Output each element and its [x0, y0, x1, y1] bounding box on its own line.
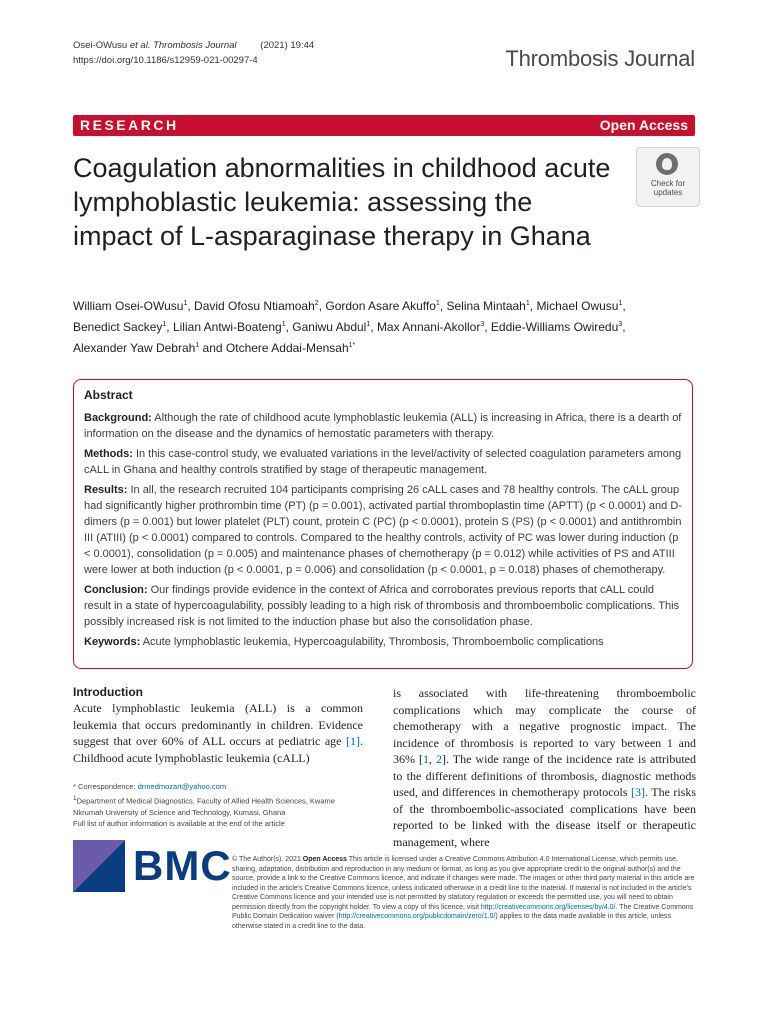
intro-text: Acute lymphoblastic leukemia (ALL) is a common leukemia that occurs predominantly in children. Evidence suggest that over 60% of ALL occurs at pediatric age	[73, 701, 363, 748]
author-affiliation: 1	[281, 321, 286, 328]
author: Selina Mintaah	[446, 299, 526, 313]
bmc-logo-mark-icon	[73, 840, 125, 892]
methods-text: In this case-control study, we evaluated variations in the level/activity of selected coagulation parameters among cALL in Ghana and healthy controls stratified by stage of therapeutic management.	[84, 448, 682, 476]
citation-line	[73, 38, 314, 53]
correspondence-label: * Correspondence:	[73, 782, 138, 791]
abstract-conclusion	[84, 582, 682, 630]
author: Gordon Asare Akuffo	[325, 299, 436, 313]
abstract-heading: Abstract	[84, 388, 133, 402]
citation-etal: et al.	[127, 40, 151, 51]
intro-text: . Childhood acute lymphoblastic leukemia (cALL)	[73, 734, 363, 765]
check-updates-icon	[656, 153, 678, 175]
bmc-logo-text: BMC	[133, 842, 232, 889]
author-affiliation: 1	[162, 321, 167, 328]
background-label: Background:	[84, 412, 152, 424]
methods-label: Methods:	[84, 448, 133, 460]
intro-text: is associated with life-threatening thromboembolic complications which may complicate the course of chemotherapy with a negative prognostic impact. The incidence of thrombosis is reported to vary between 1 and 36% [	[393, 686, 696, 766]
abstract-keywords	[84, 634, 682, 650]
publicdomain-url-link[interactable]: http://creativecommons.org/publicdomain/zero/1.0/	[338, 913, 496, 920]
ref-separator: ,	[429, 752, 436, 766]
affiliation-text: Department of Medical Diagnostics, Faculty of Allied Health Sciences, Kwame Nkrumah University of Science and Technology, Kumasi, Ghana	[73, 796, 335, 817]
journal-name: Thrombosis Journal	[505, 46, 695, 71]
background-text: Although the rate of childhood acute lymphoblastic leukemia (ALL) is increasing in Africa, there is a dearth of information on the disease and the dynamics of hemostatic parameters with therapy.	[84, 412, 682, 440]
reference-link[interactable]: [1]	[346, 734, 360, 748]
author-affiliation: 2	[314, 300, 319, 307]
license-text: ) applies to the data made available in this article, unless otherwise stated in a credit line to the data.	[232, 913, 671, 930]
article-title: Coagulation abnormalities in childhood acute lymphoblastic leukemia: assessing the impact of L-asparaginase therapy in Ghana	[73, 153, 611, 251]
abstract-methods	[84, 446, 682, 478]
author: David Ofosu Ntiamoah	[194, 299, 315, 313]
affiliation-number: 1	[73, 795, 77, 802]
author-affiliation: 1	[525, 300, 530, 307]
reference-link[interactable]: [3]	[631, 785, 646, 799]
open-access-label: Open Access	[599, 117, 688, 133]
author: Max Annani-Akollor	[376, 320, 481, 334]
author: William Osei-OWusu	[73, 299, 184, 313]
correspondence-email[interactable]: drmedmozart@yahoo.com	[137, 782, 227, 791]
author: Alexander Yaw Debrah	[73, 341, 196, 355]
author-affiliation: 1	[366, 321, 371, 328]
check-updates-line1: Check for	[650, 179, 686, 188]
abstract-box	[73, 379, 693, 669]
check-updates-line2: updates	[653, 188, 683, 197]
correspondence	[73, 781, 363, 792]
author: Michael Owusu	[536, 299, 619, 313]
citation-header	[73, 38, 314, 68]
affiliation	[73, 793, 363, 818]
conclusion-label: Conclusion:	[84, 584, 148, 596]
reference-link[interactable]: 1	[423, 752, 429, 766]
section-label: RESEARCH	[80, 117, 179, 133]
license-url-link[interactable]: http://creativecommons.org/licenses/by/4.0/	[480, 903, 616, 911]
author: Benedict Sackey	[73, 320, 163, 334]
author: Lilian Antwi-Boateng	[172, 320, 282, 334]
bmc-logo	[73, 840, 232, 892]
keywords-text: Acute lymphoblastic leukemia, Hypercoagulability, Thrombosis, Thromboembolic complications	[140, 636, 604, 648]
citation-year: (2021) 19:44	[260, 40, 315, 51]
author-affiliation: 1	[183, 300, 188, 307]
license-text: This article is licensed under a Creative Commons Attribution 4.0 International License, which permits use, sharing, adaptation, distribution and reproduction in any medium or format, as long as you give appropriate credit to the original author(s) and the source, provide a link to the Creative Commons licence, and indicate if changes were made. The images or other third party material in this article are included in the article's Creative Commons licence, unless indicated otherwise in a credit line to the material. If material is not included in the article's Creative Commons licence and your intended use is not permitted by statutory regulation or exceeds the permitted use, you will need to obtain permission directly from the copyright holder. To view a copy of this licence, visit	[232, 856, 695, 911]
author-affiliation: 1*	[348, 342, 356, 349]
author: Otchere Addai-Mensah	[225, 341, 349, 355]
author: Eddie-Williams Owiredu	[490, 320, 619, 334]
author-affiliation: 3	[618, 321, 623, 328]
intro-left-column	[73, 700, 363, 766]
intro-right-column	[393, 685, 696, 850]
license-statement	[232, 855, 696, 931]
introduction-heading: Introduction	[73, 685, 143, 699]
results-label: Results:	[84, 484, 128, 496]
check-for-updates-button[interactable]	[636, 147, 700, 207]
license-text: . The Creative Commons Public Domain Dedication waiver (	[232, 903, 694, 920]
license-open-access: Open Access	[302, 856, 347, 863]
reference-link[interactable]: 2	[436, 752, 442, 766]
authors-and: and	[199, 341, 226, 355]
author-affiliation: 3	[480, 321, 485, 328]
doi-link[interactable]: https://doi.org/10.1186/s12959-021-00297-4	[73, 55, 258, 66]
citation-journal: Thrombosis Journal	[150, 40, 237, 51]
abstract-results	[84, 482, 682, 578]
conclusion-text: Our findings provide evidence in the context of Africa and corroborates previous reports that cALL could result in a state of hypercoagulability, possibly leading to a high risk of thrombosis and thromboembolic complications. This possibly increased risk is not limited to the induction phase but also the consolidation phase.	[84, 584, 680, 628]
author-list: William Osei-OWusu$^1$, David Ofosu Ntiamoah$^2$, Gordon Asare Akuffo$^1$, Selina Mintaah$^1$, Michael Owusu$^1$, Benedict Sackey$^1$, Lilian Antwi-Boateng$^1$, Ganiwu Abdul$^1$, Max Annani-Akollor$^3$, Eddie-Williams Owiredu$^3$, Alexander Yaw Debrah$^1$ and Otchere Addai-Mensah$^{1*}$	[73, 299, 626, 355]
intro-text: . The risks of the thromboembolic-associated complications have been reported to be linked with the disease itself or therapeutic management, where	[393, 785, 697, 849]
footnote	[73, 781, 363, 829]
copyright-text: © The Author(s). 2021	[232, 856, 303, 863]
abstract-background	[84, 410, 682, 442]
check-updates-label	[637, 179, 699, 197]
citation-authors: Osei-OWusu	[73, 40, 128, 51]
results-text: In all, the research recruited 104 participants comprising 26 cALL cases and 78 healthy controls. The cALL group had significantly higher prothrombin time (PT) (p = 0.001), activated partial thromboplastin time (APTT) (p < 0.0001) and D-dimers (p = 0.001) but lower platelet (PLT) count, protein C (PC) (p < 0.0001), protein S (PS) (p < 0.0001) and antithrombin III (ATIII) (p < 0.0001) compared to controls. Compared to the healthy controls, activity of PC was lower during induction (p < 0.0001), consolidation (p = 0.005) and maintenance phases of chemotherapy (p = 0.012) while activities of PS and ATIII were lower at both induction (p < 0.0001, p = 0.006) and consolidation (p < 0.0001, p = 0.018) phases of chemotherapy.	[84, 484, 682, 576]
author-affiliation: 1	[195, 342, 200, 349]
full-author-info-note: Full list of author information is available at the end of the article	[73, 818, 285, 828]
author-affiliation: 1	[618, 300, 623, 307]
author-affiliation: 1	[435, 300, 440, 307]
author: Ganiwu Abdul	[292, 320, 367, 334]
intro-text: ]. The wide range of the incidence rate is attributed to the different definitions of thrombosis, diagnostic methods used, and differences in chemotherapy protocols	[393, 752, 696, 799]
keywords-label: Keywords:	[84, 636, 141, 648]
